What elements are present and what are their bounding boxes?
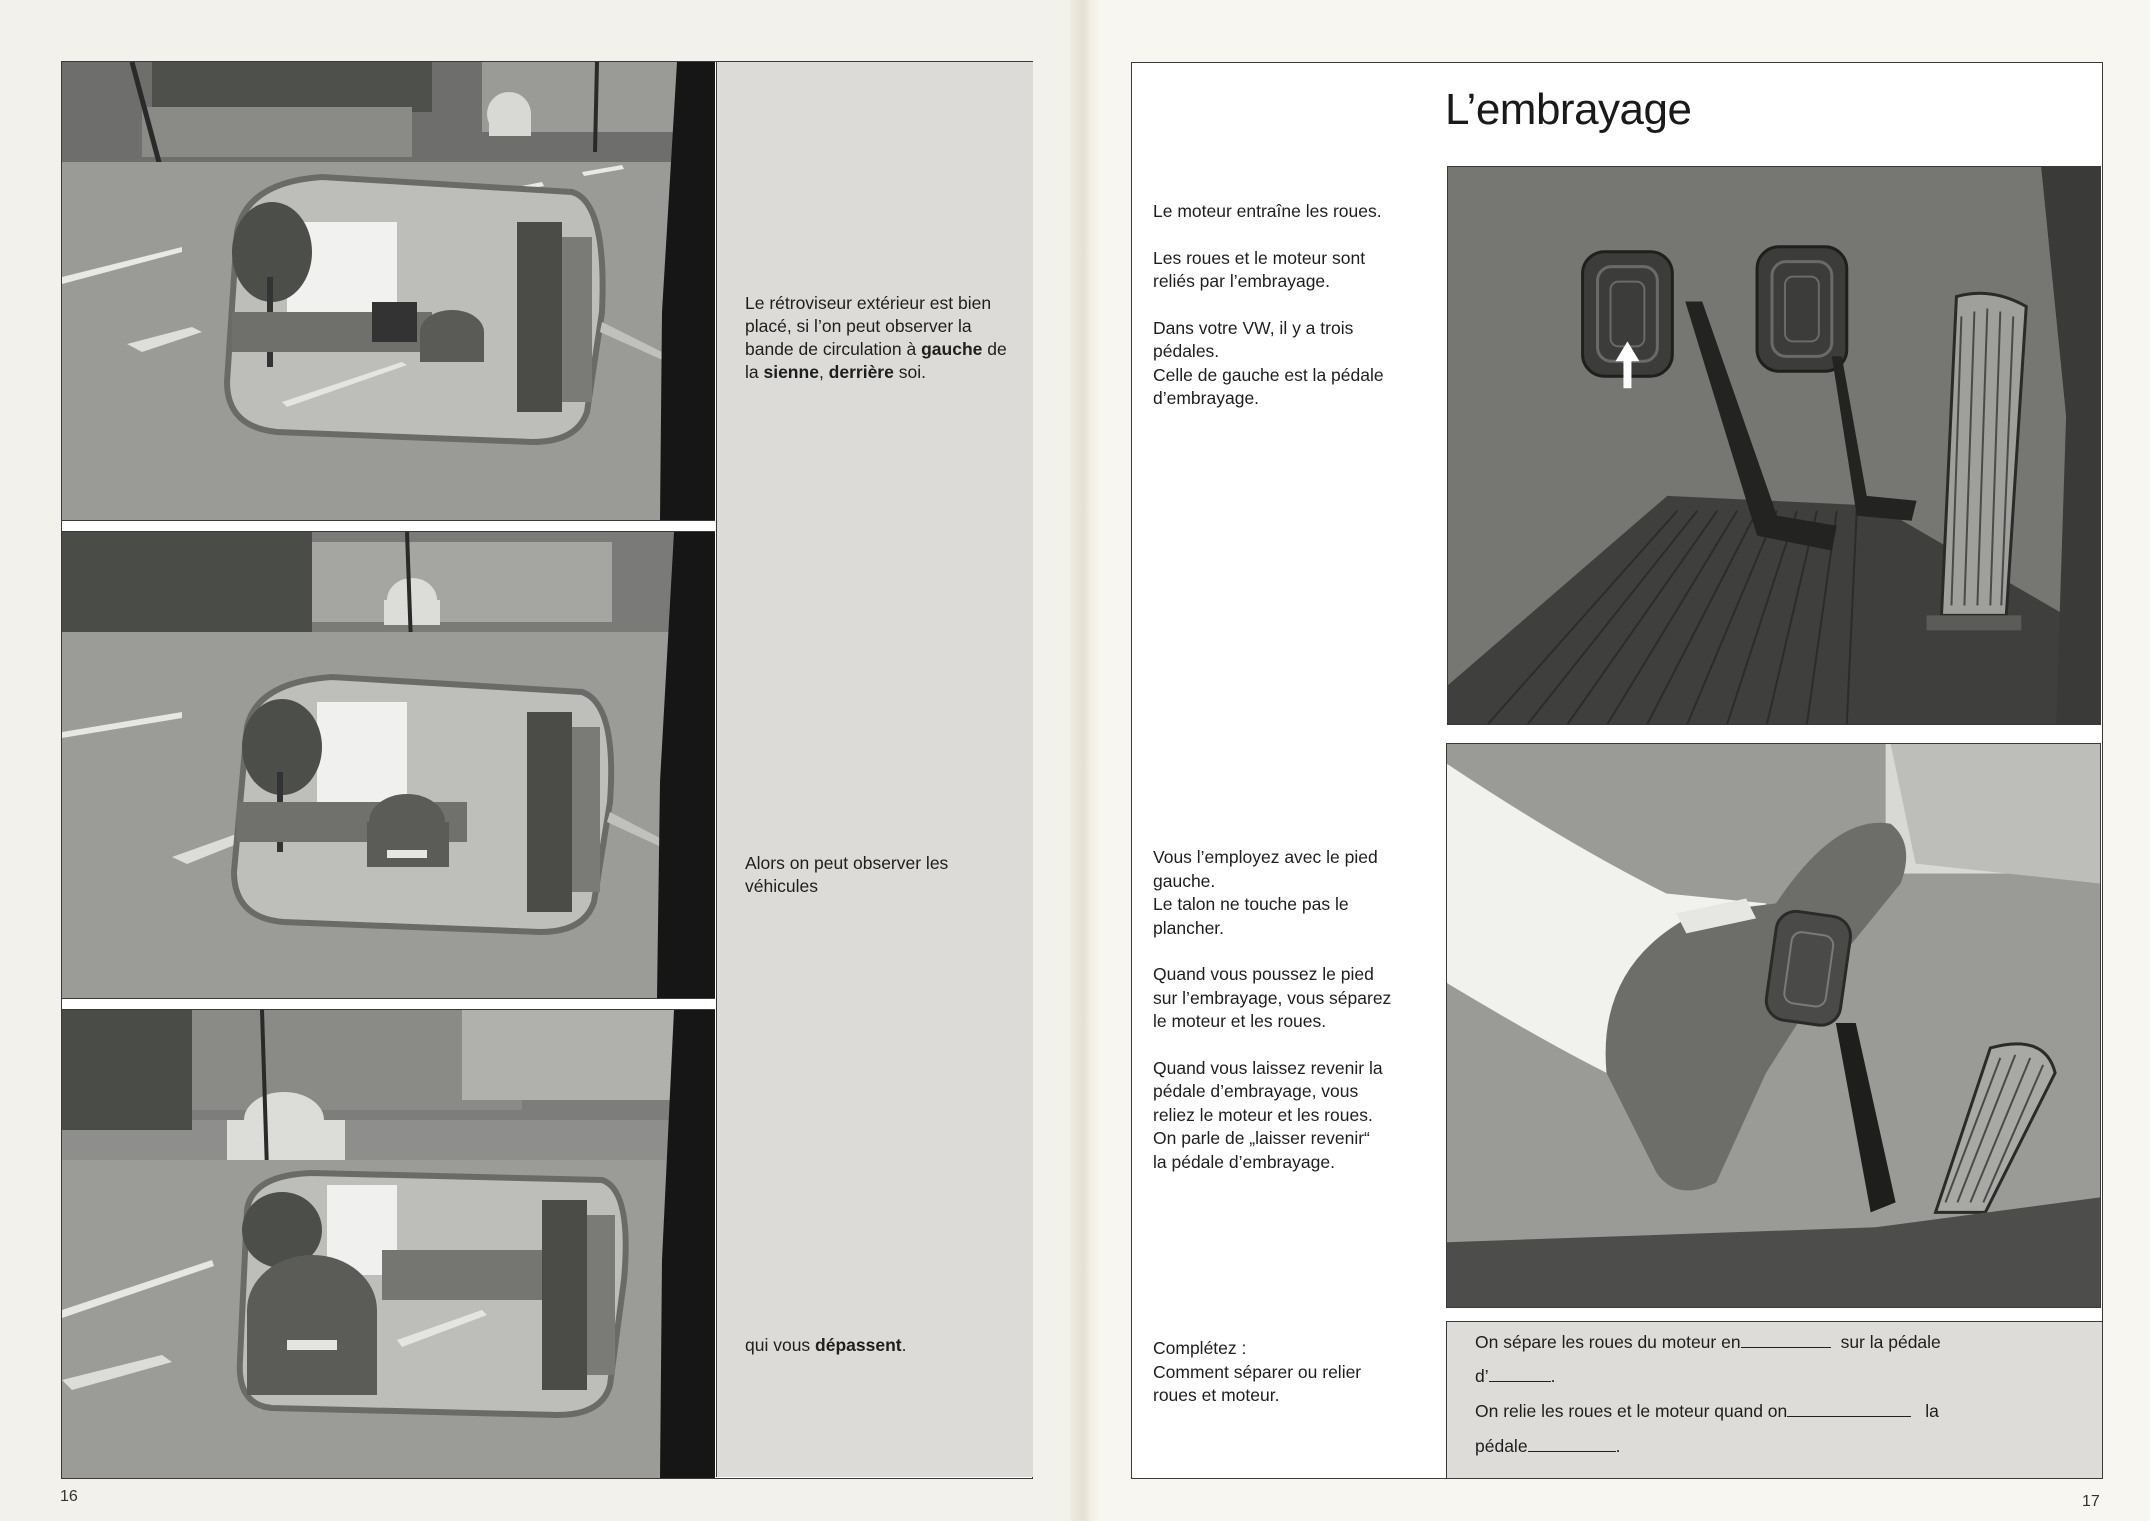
text-line: Vous l’employez avec le pied <box>1153 847 1378 867</box>
caption-bold: dépassent <box>815 1335 902 1355</box>
text-line: gauche. <box>1153 870 1216 891</box>
exercise-line-1 <box>1475 1332 1941 1353</box>
caption-text: qui vous <box>745 1335 816 1355</box>
mirror-photo-3 <box>62 1010 715 1478</box>
text-line: pédales. <box>1153 341 1220 361</box>
blank-field[interactable] <box>1489 1380 1551 1382</box>
caption-text: Alors on peut observer les véhicules <box>745 853 949 896</box>
text-line: Le talon ne touche pas le <box>1153 894 1349 914</box>
caption-text: . <box>901 1335 907 1355</box>
mirror-photo-1 <box>62 62 715 520</box>
text-line: Complétez : <box>1153 1338 1247 1358</box>
caption-text: , <box>818 362 829 382</box>
caption-text: Le rétroviseur extérieur est bien placé, si l’on peut observer la bande de circulation à <box>745 293 992 359</box>
text-line: Comment séparer ou relier <box>1153 1361 1362 1382</box>
exercise-text: pédale <box>1475 1436 1528 1456</box>
book-spine <box>1070 0 1100 1521</box>
paragraph <box>1153 317 1433 411</box>
text-line: le moteur et les roues. <box>1153 1011 1327 1031</box>
exercise-text: d’ <box>1475 1366 1489 1386</box>
photo-divider <box>62 998 715 1010</box>
blank-field[interactable] <box>1741 1346 1831 1348</box>
page-number-left: 16 <box>60 1488 78 1505</box>
text-line: sur l’embrayage, vous séparez <box>1153 987 1392 1008</box>
exercise-text: . <box>1550 1366 1556 1386</box>
caption-bold: derrière <box>828 362 894 382</box>
exercise-text: la <box>1925 1401 1939 1421</box>
right-page-frame <box>1131 62 2103 1479</box>
text-line: plancher. <box>1153 917 1225 938</box>
photo-divider <box>62 520 715 532</box>
usage-text <box>1153 846 1443 1197</box>
text-line: pédale d’embrayage, vous <box>1153 1081 1359 1101</box>
exercise-fill-box <box>1446 1321 2102 1478</box>
pedals-photo <box>1447 166 2101 725</box>
text-line: d’embrayage. <box>1153 388 1260 408</box>
intro-text <box>1153 200 1433 434</box>
text-line: reliés par l’embrayage. <box>1153 271 1331 291</box>
mirror-photo-2 <box>62 532 715 998</box>
text-line: On parle de „laisser revenir“ <box>1153 1128 1370 1148</box>
exercise-text: sur la pédale <box>1840 1332 1941 1352</box>
text-line: Dans votre VW, il y a trois <box>1153 317 1354 338</box>
exercise-text: . <box>1615 1436 1621 1456</box>
paragraph <box>1153 963 1443 1034</box>
foot-on-clutch-photo <box>1446 743 2101 1308</box>
paragraph <box>1153 846 1443 940</box>
text-line: roues et moteur. <box>1153 1385 1280 1405</box>
exercise-line-3 <box>1475 1401 1939 1422</box>
caption-text: de la <box>745 339 1007 382</box>
blank-field[interactable] <box>1528 1450 1616 1452</box>
text-line: reliez le moteur et les roues. <box>1153 1104 1373 1125</box>
paragraph <box>1153 247 1433 294</box>
text-line: Le moteur entraîne les roues. <box>1153 201 1382 221</box>
caption-3 <box>745 1334 1015 1357</box>
blank-field[interactable] <box>1787 1415 1911 1417</box>
text-line: la pédale d’embrayage. <box>1153 1151 1335 1172</box>
caption-text: soi. <box>893 362 926 382</box>
exercise-text: On sépare les roues du moteur en <box>1475 1332 1741 1352</box>
text-line: Celle de gauche est la pédale <box>1153 364 1384 385</box>
exercise-line-4 <box>1475 1436 1620 1457</box>
page-number-right: 17 <box>2082 1493 2100 1510</box>
page-title: L’embrayage <box>1445 85 1692 134</box>
exercise-prompt <box>1153 1337 1433 1408</box>
paragraph <box>1153 1057 1443 1175</box>
left-page-frame <box>61 61 1033 1479</box>
caption-bold: gauche <box>921 339 983 359</box>
caption-bold: sienne <box>763 362 819 382</box>
exercise-line-2 <box>1475 1366 1556 1387</box>
caption-1 <box>745 292 1015 384</box>
caption-2 <box>745 852 995 898</box>
text-line: Quand vous poussez le pied <box>1153 964 1374 984</box>
text-line: Les roues et le moteur sont <box>1153 247 1366 268</box>
exercise-text: On relie les roues et le moteur quand on <box>1475 1401 1788 1421</box>
paragraph <box>1153 200 1433 224</box>
caption-column <box>716 62 1033 1477</box>
text-line: Quand vous laissez revenir la <box>1153 1057 1383 1078</box>
